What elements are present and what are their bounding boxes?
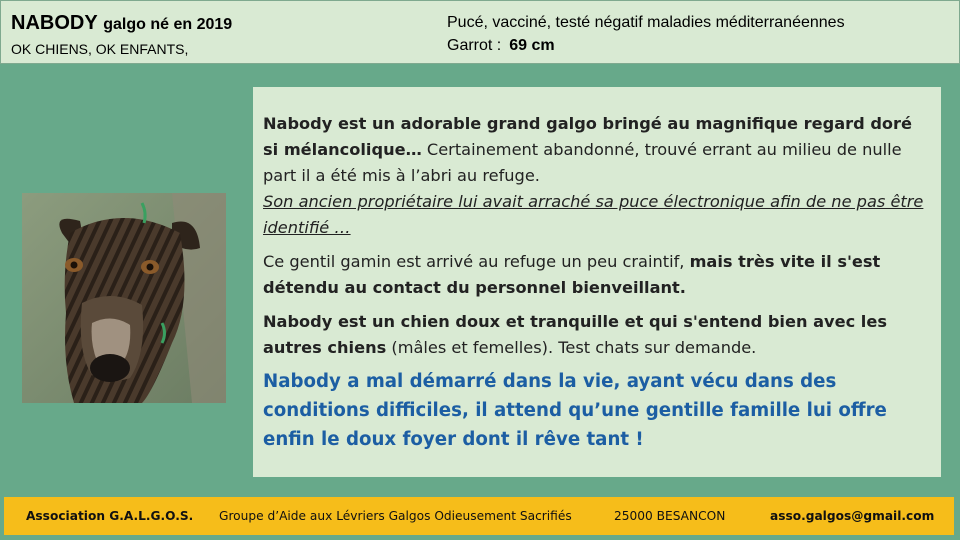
dog-subtitle: galgo né en 2019 — [103, 16, 233, 33]
compatibility-text: OK CHIENS, OK ENFANTS, — [11, 41, 189, 57]
association-fullname: Groupe d’Aide aux Lévriers Galgos Odieusement Sacrifiés — [219, 509, 572, 523]
temperament-bold: Nabody est un chien doux et tranquille et qui s'entend bien avec les autres chiens — [263, 312, 887, 357]
footer-bar — [4, 497, 954, 535]
dog-portrait-image — [22, 193, 226, 403]
garrot-value: 69 cm — [509, 37, 555, 54]
garrot-row — [447, 35, 845, 57]
temperament-rest: (mâles et femelles). Test chats sur demande. — [386, 338, 757, 357]
adoption-appeal: Nabody a mal démarré dans la vie, ayant vécu dans des conditions difficiles, il attend qu’une gentille famille lui offre enfin le doux foyer dont il rêve tant ! — [263, 371, 887, 450]
garrot-label: Garrot : — [447, 37, 502, 54]
association-name: Association G.A.L.G.O.S. — [26, 509, 194, 523]
header-banner — [0, 0, 960, 64]
page-title — [11, 11, 232, 37]
description-paragraph-3 — [263, 309, 929, 361]
header-left — [11, 11, 232, 59]
arrival-text: Ce gentil gamin est arrivé au refuge un peu craintif, — [263, 252, 690, 271]
description-panel — [253, 87, 941, 477]
chip-removed-note: Son ancien propriétaire lui avait arraché sa puce électronique afin de ne pas être identifié … — [263, 192, 924, 237]
description-paragraph-2 — [263, 249, 929, 301]
header-right — [447, 11, 845, 57]
arrival-bold: mais très vite il s'est détendu au contact du personnel bienveillant. — [263, 252, 881, 297]
dog-photo — [22, 193, 226, 403]
description-paragraph-1 — [263, 111, 929, 241]
association-email[interactable]: asso.galgos@gmail.com — [770, 509, 935, 523]
intro-rest: Certainement abandonné, trouvé errant au milieu de nulle part il a été mis à l’abri au refuge. — [263, 140, 902, 185]
health-status: Pucé, vacciné, testé négatif maladies méditerranéennes — [447, 14, 845, 31]
intro-bold: Nabody est un adorable grand galgo bringé au magnifique regard doré si mélancolique… — [263, 114, 913, 159]
dog-name: NABODY — [11, 12, 98, 34]
association-city: 25000 BESANCON — [614, 509, 726, 523]
